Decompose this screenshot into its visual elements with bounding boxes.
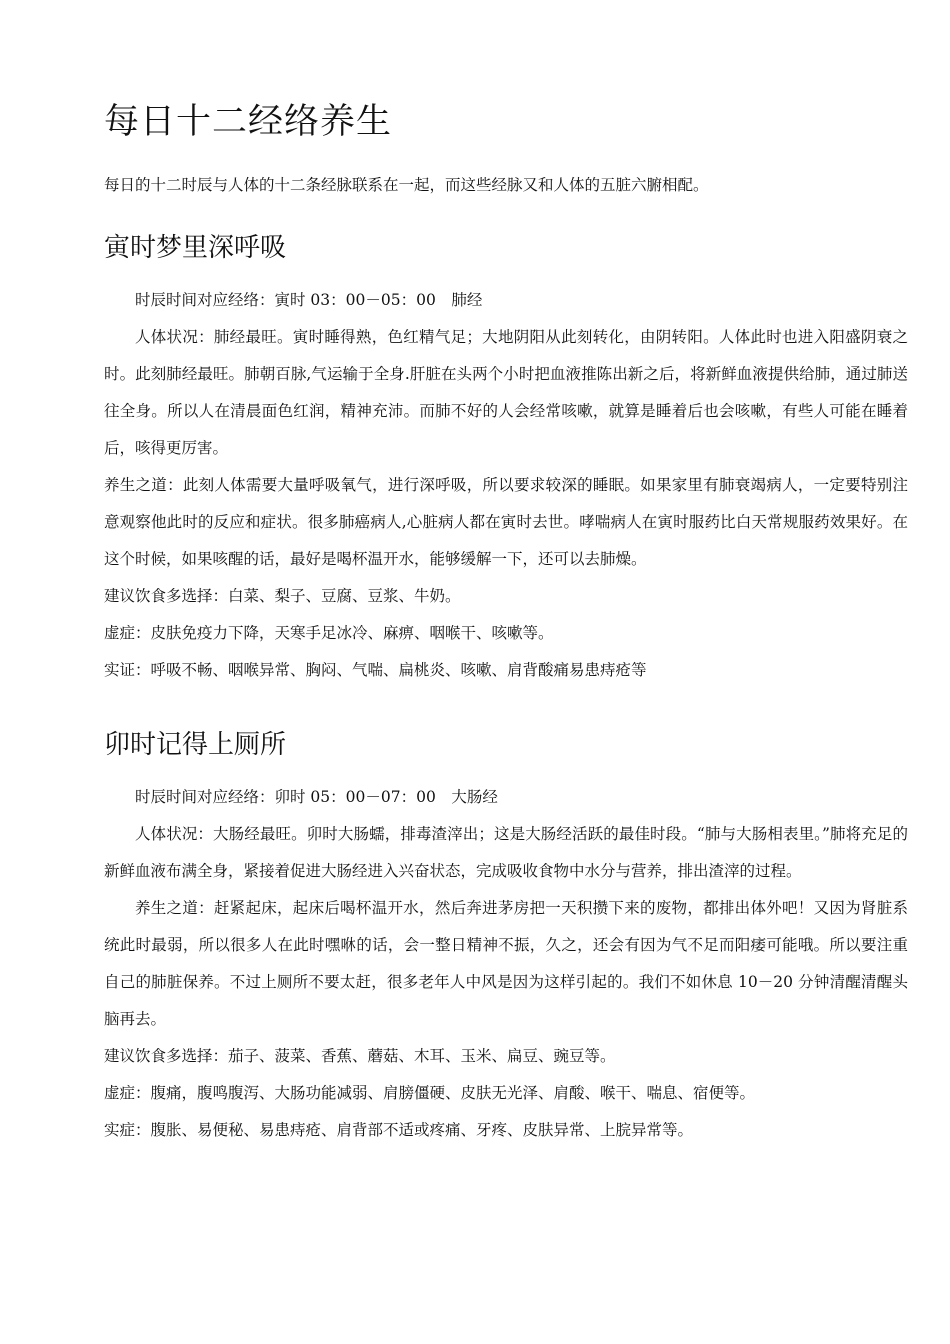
- time-meridian-line: 时辰时间对应经络：寅时 03：00－05：00 肺经: [135, 291, 483, 309]
- section-heading: 寅时梦里深呼吸: [104, 233, 287, 263]
- body-condition-paragraph: 人体状况：大肠经最旺。卯时大肠蠕，排毒渣滓出；这是大肠经活跃的最佳时段。“肺与大肠相表里。”肺将充足的新鲜血液布满全身，紧接着促进大肠经进入兴奋状态，完成吸收食物中水分与营养，排出渣滓的过程。: [104, 825, 908, 880]
- deficiency-symptoms: 虚症：皮肤免疫力下降，天寒手足冰冷、麻痹、咽喉干、咳嗽等。: [104, 624, 554, 642]
- health-care-paragraph: 养生之道：赶紧起床，起床后喝杯温开水，然后奔进茅房把一天积攒下来的废物，都排出体外吧！又因为肾脏系统此时最弱，所以很多人在此时嘿咻的话，会一整日精神不振，久之，还会有因为气不足而阳痿可能哦。所以要注重自己的肺脏保养。不过上厕所不要太赶，很多老年人中风是因为这样引起的。我们不如休息 10－20 分钟清醒清醒头脑再去。: [104, 899, 908, 1028]
- excess-symptoms: 实症：腹胀、易便秘、易患痔疮、肩背部不适或疼痛、牙疼、皮肤异常、上脘异常等。: [104, 1121, 694, 1139]
- document-page: [104, 92, 908, 1179]
- deficiency-symptoms: 虚症：腹痛，腹鸣腹泻、大肠功能减弱、肩膀僵硬、皮肤无光泽、肩酸、喉干、喘息、宿便等。: [104, 1084, 756, 1102]
- health-care-paragraph: 养生之道：此刻人体需要大量呼吸氧气，进行深呼吸，所以要求较深的睡眠。如果家里有肺衰竭病人，一定要特别注意观察他此时的反应和症状。很多肺癌病人,心脏病人都在寅时去世。哮喘病人在寅时服药比白天常规服药效果好。在这个时候，如果咳醒的话，最好是喝杯温开水，能够缓解一下，还可以去肺燥。: [104, 476, 908, 568]
- page-title: 每日十二经络养生: [104, 102, 393, 142]
- intro-paragraph: 每日的十二时辰与人体的十二条经脉联系在一起，而这些经脉又和人体的五脏六腑相配。: [104, 176, 709, 194]
- section-heading: 卯时记得上厕所: [104, 730, 287, 760]
- section-mao-hour: [104, 719, 908, 1149]
- body-condition-paragraph: 人体状况：肺经最旺。寅时睡得熟，色红精气足；大地阴阳从此刻转化，由阴转阳。人体此时也进入阳盛阴衰之时。此刻肺经最旺。肺朝百脉,气运输于全身.肝脏在头两个小时把血液推陈出新之后，将新鲜血液提供给肺，通过肺送往全身。所以人在清晨面色红润，精神充沛。而肺不好的人会经常咳嗽，就算是睡着后也会咳嗽，有些人可能在睡着后，咳得更厉害。: [104, 328, 908, 457]
- excess-symptoms: 实证：呼吸不畅、咽喉异常、胸闷、气喘、扁桃炎、咳嗽、肩背酸痛易患痔疮等: [104, 661, 647, 679]
- diet-suggestion: 建议饮食多选择：白菜、梨子、豆腐、豆浆、牛奶。: [104, 587, 461, 605]
- time-meridian-line: 时辰时间对应经络：卯时 05：00－07：00 大肠经: [135, 788, 498, 806]
- section-yin-hour: [104, 222, 908, 689]
- diet-suggestion: 建议饮食多选择：茄子、菠菜、香蕉、蘑菇、木耳、玉米、扁豆、豌豆等。: [104, 1047, 616, 1065]
